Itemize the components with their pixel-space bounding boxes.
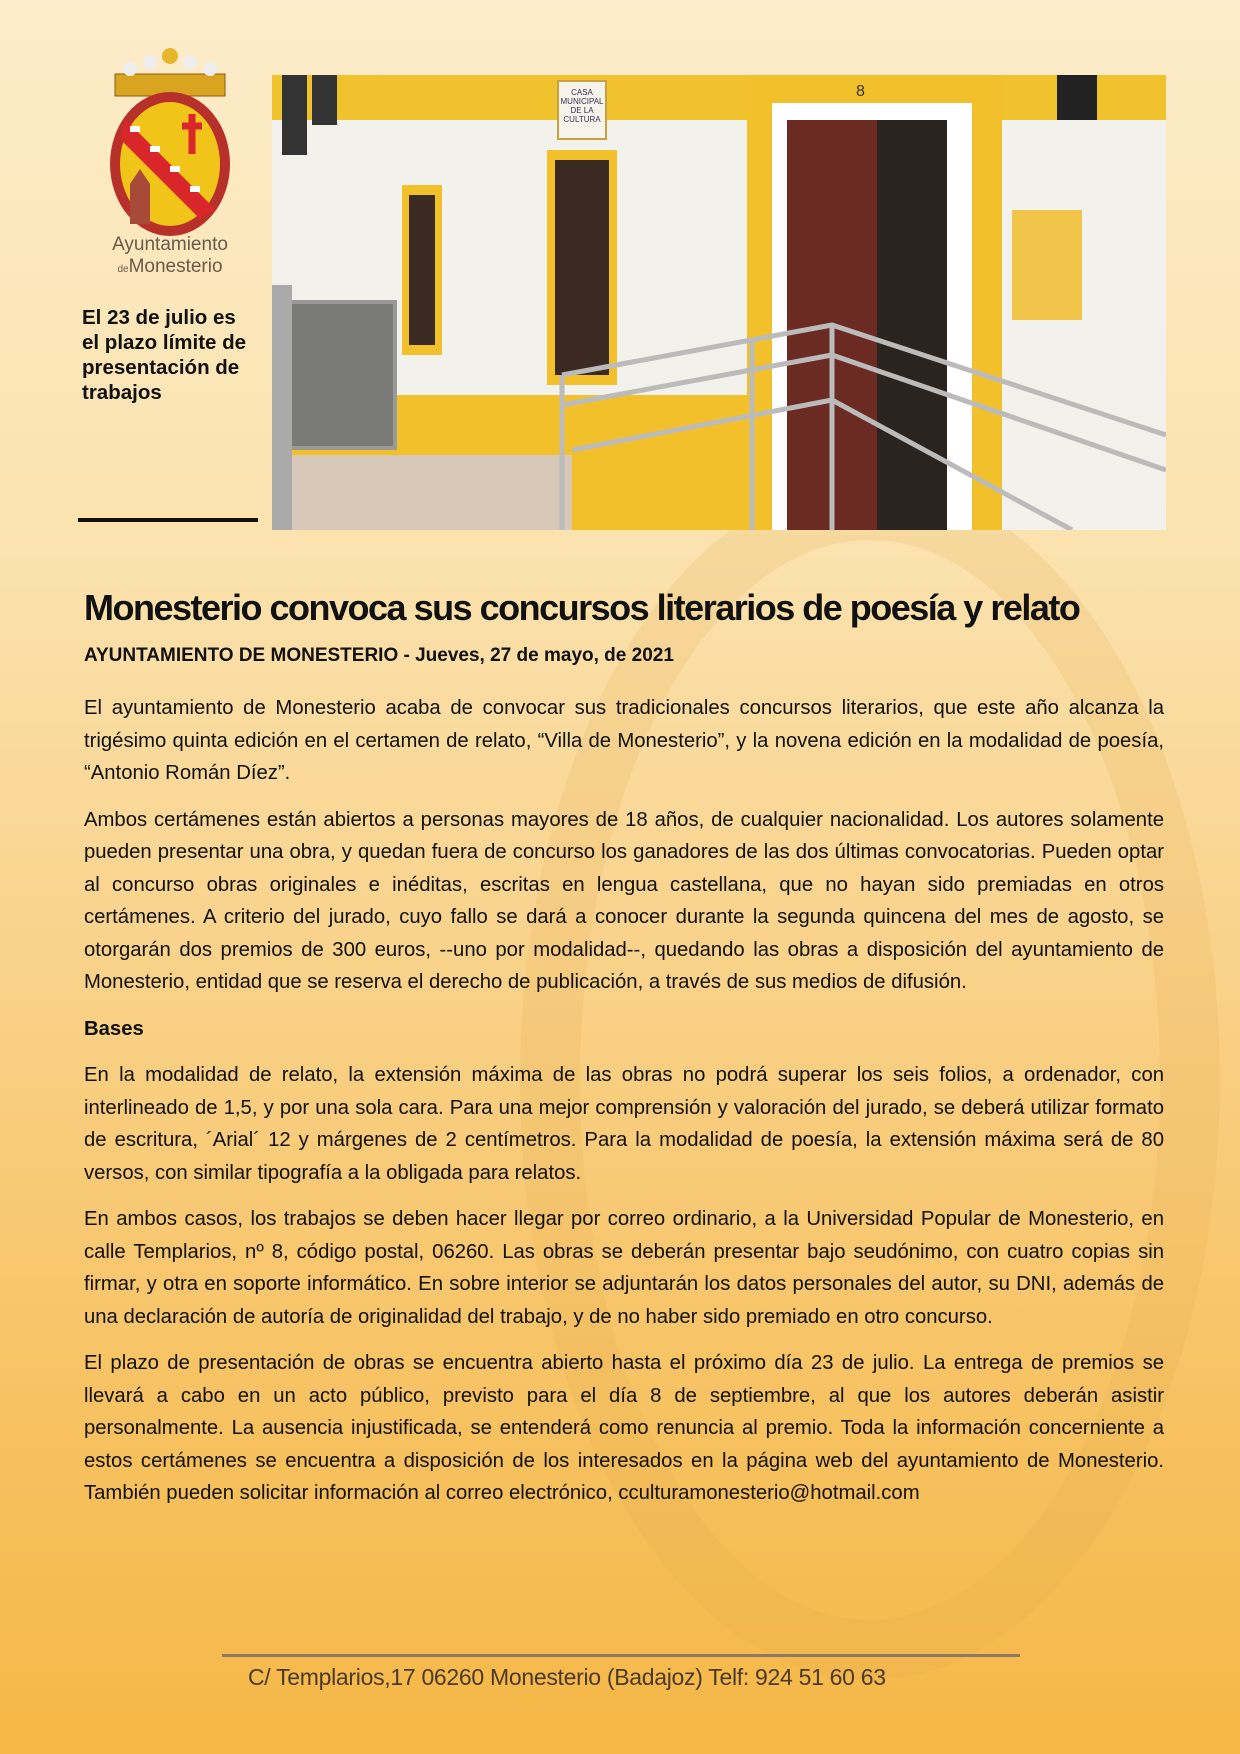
paragraph: El ayuntamiento de Monesterio acaba de convocar sus tradicionales concursos literarios, que este año alcanza la trigésimo quinta edición en el certamen de relato, “Villa de Monesterio”, y la novena edición en la modalidad de poesía, “Antonio Román Díez”. [84,697,1164,784]
footer-rule [222,1654,1020,1657]
logo-line2: Monesterio [128,256,223,277]
coat-of-arms-logo [100,44,240,244]
footer-address: C/ Templarios,17 06260 Monesterio (Badajoz) Telf: 924 51 60 63 [248,1664,886,1690]
article-byline: AYUNTAMIENTO DE MONESTERIO - Jueves, 27 de mayo, de 2021 [84,645,674,666]
paragraph: El plazo de presentación de obras se encuentra abierto hasta el próximo día 23 de julio. La entrega de premios se llevará a cabo en un acto público, previsto para el día 8 de septiembre, al que los autores deberán asistir personalmente. La ausencia injustificada, se entenderá como renuncia al premio. Toda la información concerniente a estos certámenes se encuentra a disposición de los interesados en la página web del ayuntamiento de Monesterio. También pueden solicitar información al correo electrónico, cculturamonesterio@hotmail.com [84,1352,1164,1504]
article-title: Monesterio convoca sus concursos literarios de poesía y relato [84,587,1080,628]
logo-line1: Ayuntamiento [112,234,228,255]
crown-icon [115,48,225,96]
logo-de: de [117,264,129,275]
handrail [272,75,1166,530]
bases-heading: Bases [84,1017,144,1040]
logo-wordmark [96,234,244,281]
paragraph: En la modalidad de relato, la extensión máxima de las obras no podrá superar los seis folios, a ordenador, con interlineado de 1,5, y por una sola cara. Para una mejor comprensión y valoración del jurado, se deberá utilizar formato de escritura, ´Arial´ 12 y márgenes de 2 centímetros. Para la modalidad de poesía, la extensión máxima será de 80 versos, con similar tipografía a la obligada para relatos. [84,1064,1164,1184]
paragraph: En ambos casos, los trabajos se deben hacer llegar por correo ordinario, a la Universidad Popular de Monesterio, en calle Templarios, nº 8, código postal, 06260. Las obras se deberán presentar bajo seudónimo, con cuatro copias sin firmar, y otra en soporte informático. En sobre interior se adjuntarán los datos personales del autor, su DNI, además de una declaración de autoría de originalidad del trabajo, y de no haber sido premiado en otro concurso. [84,1208,1164,1328]
paragraph: Ambos certámenes están abiertos a personas mayores de 18 años, de cualquier nacionalidad. Los autores solamente pueden presentar una obra, y quedan fuera de concurso los ganadores de las dos últimas convocatorias. Pueden optar al concurso obras originales e inéditas, escritas en lengua castellana, que no hayan sido premiadas en otros certámenes. A criterio del jurado, cuyo fallo se dará a conocer durante la segunda quincena del mes de agosto, se otorgarán dos premios de 300 euros, --uno por modalidad--, quedando las obras a disposición del ayuntamiento de Monesterio, entidad que se reserva el derecho de publicación, a través de sus medios de difusión. [84,808,1164,993]
side-note: El 23 de julio es el plazo límite de presentación de trabajos [82,306,247,404]
side-rule [78,518,258,522]
photo-door-number: 8 [856,83,865,100]
building-photo [272,75,1166,530]
photo-sign: CASA MUNICIPAL DE LA CULTURA [557,80,607,140]
article-body [84,692,1164,1524]
